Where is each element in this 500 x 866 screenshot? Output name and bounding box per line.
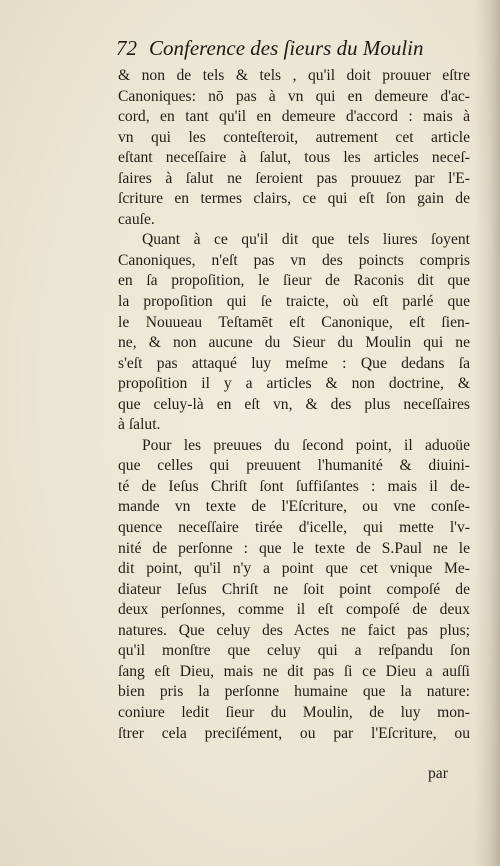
running-title: Conference des ſieurs du Moulin (149, 36, 424, 60)
text-line: Canoniques, n'eſt pas vn des poincts compris (118, 251, 470, 269)
text-line: diateur Ieſus Chriſt ne ſoit point compoſé de (118, 580, 470, 598)
text-line: ne, & non aucune du Sieur du Moulin qui ne (118, 334, 470, 352)
paragraph-start-line: Pour les preuues du ſecond point, il aduoüe (142, 436, 470, 454)
text-line: à ſalut. (118, 416, 161, 434)
text-line: ſaires à ſalut ne ſeroient pas prouuez par l'E- (118, 169, 470, 187)
text-line: vn qui les conteſteroit, autrement cet article (118, 128, 470, 146)
text-line: nité de perſonne : que le texte de S.Paul ne le (118, 539, 470, 557)
page-number: 72 (116, 36, 137, 60)
text-line: propoſition il y a articles & non doctrine, & (118, 375, 470, 393)
paragraph-start-line: Quant à ce qu'il dit que tels liures ſoyent (142, 231, 470, 249)
text-line: bien pris la perſonne humaine que la nature: (118, 683, 470, 701)
text-line: que celles qui preuuent l'humanité & diuini- (118, 457, 470, 475)
text-line: Canoniques: nō pas à vn qui en demeure d'ac- (118, 87, 470, 105)
text-line: que celuy-là en eſt vn, & des plus neceſſaires (118, 395, 470, 413)
text-line: ſtrer cela preciſément, ou par l'Eſcriture, ou (118, 724, 470, 742)
text-line: & non de tels & tels , qu'il doit prouuer eſtre (118, 67, 470, 84)
catchword: par (428, 765, 448, 782)
text-line: ſang eſt Dieu, mais ne dit pas ſi ce Dieu a auſſi (118, 662, 470, 680)
text-line: quence neceſſaire tirée d'icelle, qui mette l'v- (118, 519, 470, 537)
text-line: dit point, qu'il n'y a point que cet vnique Me- (118, 560, 470, 578)
text-line: cauſe. (118, 210, 155, 228)
text-line: té de Ieſus Chriſt ſont ſuffiſantes : mais il de- (118, 477, 470, 495)
spine-shadow (474, 0, 500, 866)
body-text (118, 66, 470, 744)
text-line: ſcriture en termes clairs, ce qui eſt ſon gain de (118, 190, 470, 208)
text-line: deux perſonnes, comme il eſt compoſé de deux (118, 601, 470, 619)
text-line: cord, en tant qu'il en demeure d'accord : mais à (118, 108, 470, 126)
text-line: la propoſition qui ſe traicte, où eſt parlé que (118, 293, 470, 311)
running-head (116, 36, 476, 66)
text-line: mande vn texte de l'Eſcriture, ou vne conſe- (118, 498, 470, 516)
text-line: qu'il monſtre que celuy qui a reſpandu ſon (118, 642, 470, 660)
text-line: s'eſt pas attaqué luy meſme : Que dedans ſa (118, 354, 470, 372)
text-line: coniure ledit ſieur du Moulin, de luy mon- (118, 703, 470, 721)
text-line: en ſa propoſition, le ſieur de Raconis dit que (118, 272, 470, 290)
text-line: le Nouueau Teſtamēt eſt Canonique, eſt ſien- (118, 313, 470, 331)
text-line: natures. Que celuy des Actes ne faict pas plus; (118, 621, 470, 639)
text-line: eſtant neceſſaire à ſalut, tous les articles neceſ- (118, 149, 470, 167)
